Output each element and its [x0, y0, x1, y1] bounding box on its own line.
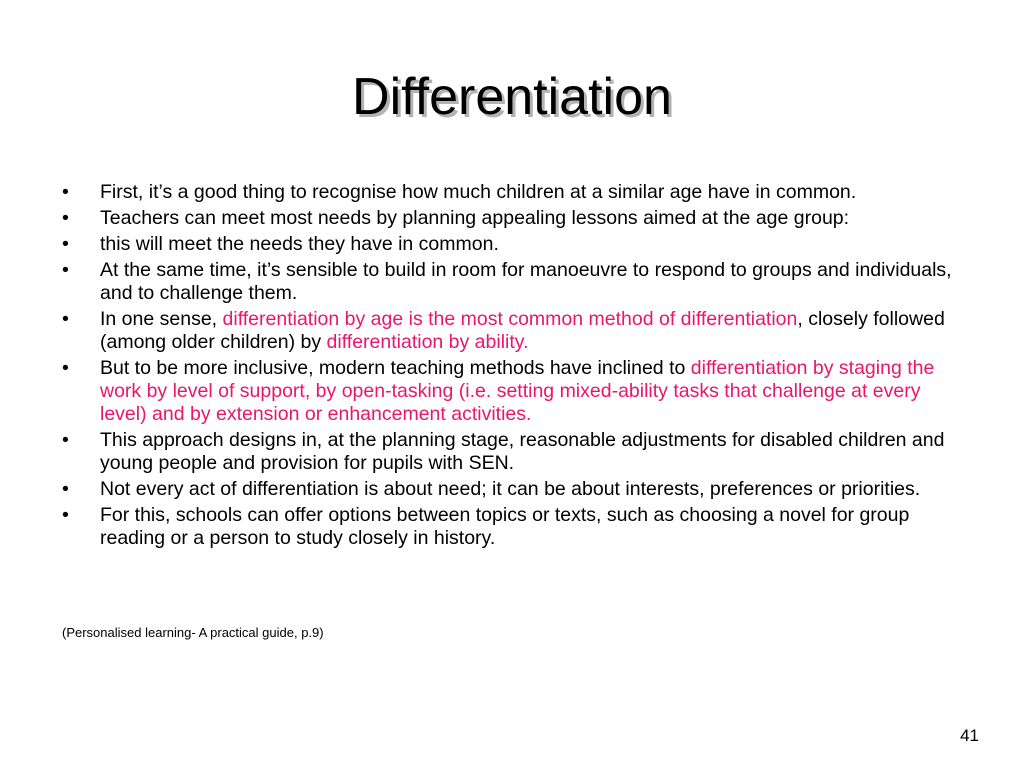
- slide-title: Differentiation: [352, 68, 672, 126]
- bullet-item: [62, 429, 972, 475]
- bullet-dot: •: [62, 233, 69, 255]
- bullet-text: this will meet the needs they have in common.: [100, 233, 499, 255]
- bullet-item: [62, 259, 972, 305]
- bullet-item: [62, 233, 972, 256]
- bullet-dot: •: [62, 308, 69, 330]
- bullet-highlight-text: differentiation by staging the work by level of support, by open-tasking (i.e. setting mixed-ability tasks that challenge at every level) and by extension or enhancement activities.: [100, 357, 935, 425]
- bullet-highlight-text: differentiation by ability.: [326, 331, 529, 353]
- page-number: 41: [960, 726, 979, 745]
- bullet-item: [62, 181, 972, 204]
- bullet-text: Teachers can meet most needs by planning appealing lessons aimed at the age group:: [100, 207, 850, 229]
- bullet-item: [62, 478, 972, 501]
- bullet-text: But to be more inclusive, modern teaching methods have inclined to: [100, 357, 691, 379]
- source-citation: (Personalised learning- A practical guide, p.9): [62, 625, 324, 640]
- bullet-text: In one sense,: [100, 308, 223, 330]
- bullet-dot: •: [62, 357, 69, 379]
- bullet-dot: •: [62, 259, 69, 281]
- bullet-text: At the same time, it’s sensible to build in room for manoeuvre to respond to groups and individuals, and to challenge them.: [100, 259, 952, 304]
- bullet-item: [62, 308, 972, 354]
- bullet-item: [62, 207, 972, 230]
- bullet-dot: •: [62, 181, 69, 203]
- bullet-dot: •: [62, 504, 69, 526]
- bullet-highlight-text: differentiation by age is the most common method of differentiation: [222, 308, 798, 330]
- bullet-text: This approach designs in, at the planning stage, reasonable adjustments for disabled children and young people and provision for pupils with SEN.: [100, 429, 945, 474]
- bullet-text: For this, schools can offer options between topics or texts, such as choosing a novel for group reading or a person to study closely in history.: [100, 504, 910, 549]
- bullet-item: [62, 504, 972, 550]
- bullet-text: , closely followed (among older children) by: [100, 308, 945, 353]
- bullet-dot: •: [62, 429, 69, 451]
- bullet-text: First, it’s a good thing to recognise how much children at a similar age have in common.: [100, 181, 857, 203]
- bullet-list: [62, 181, 972, 553]
- bullet-dot: •: [62, 478, 69, 500]
- bullet-item: [62, 357, 972, 426]
- bullet-text: Not every act of differentiation is about need; it can be about interests, preferences or priorities.: [100, 478, 921, 500]
- bullet-dot: •: [62, 207, 69, 229]
